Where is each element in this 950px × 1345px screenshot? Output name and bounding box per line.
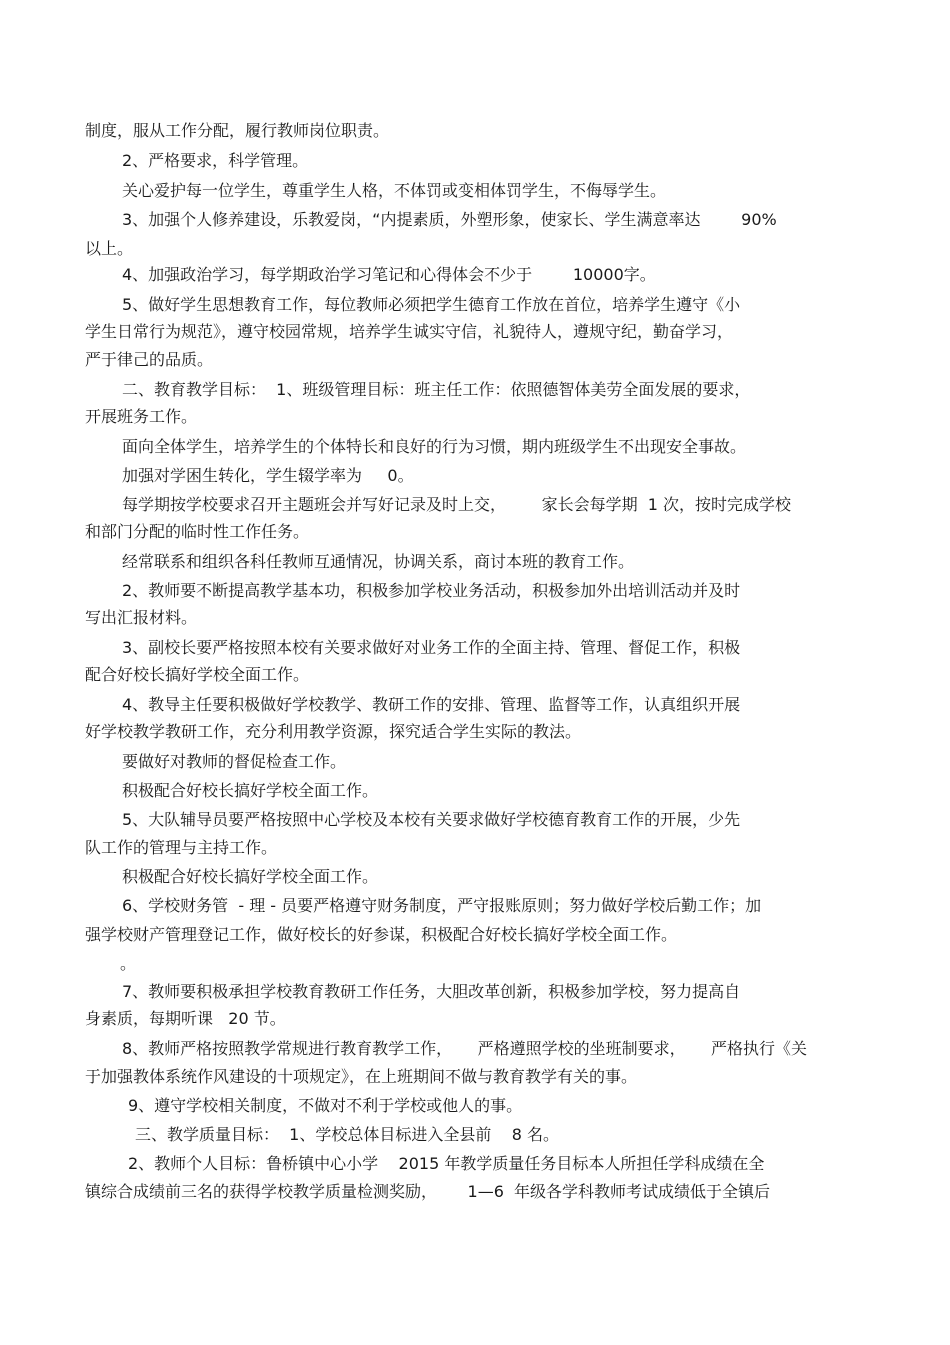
text-line-38: 镇综合成绩前三名的获得学校教学质量检测奖励， 1—6 年级各学科教师考试成绩低于全镇后 [85,1182,771,1201]
text-line-29: 强学校财产管理登记工作，做好校长的好参谋，积极配合好校长搞好学校全面工作。 [85,925,678,944]
text-line-31: 7、教师要积极承担学校教育教研工作任务，大胆改革创新，积极参加学校，努力提高自 [122,982,741,1001]
text-line-22: 好学校教学教研工作，充分利用教学资源，探究适合学生实际的教法。 [85,722,582,741]
text-line-14: 每学期按学校要求召开主题班会并写好记录及时上交， 家长会每学期 1 次，按时完成学校 [122,495,792,514]
text-line-26: 队工作的管理与主持工作。 [85,838,278,857]
text-line-11: 开展班务工作。 [85,407,198,426]
text-line-7: 5、做好学生思想教育工作，每位教师必须把学生德育工作放在首位，培养学生遵守《小 [122,295,741,314]
text-line-34: 于加强教体系统作风建设的十项规定》，在上班期间不做与教育教学有关的事。 [85,1067,638,1086]
text-line-36: 三、教学质量目标： 1、学校总体目标进入全县前 8 名。 [135,1125,559,1144]
text-line-27: 积极配合好校长搞好学校全面工作。 [122,867,379,886]
text-line-28: 6、学校财务管 - 理 - 员要严格遵守财务制度，严守报账原则；努力做好学校后勤工作；加 [122,896,762,915]
text-line-33: 8、教师严格按照教学常规进行教育教学工作， 严格遵照学校的坐班制要求， 严格执行《关 [122,1039,808,1058]
text-line-3: 关心爱护每一位学生，尊重学生人格，不体罚或变相体罚学生，不侮辱学生。 [122,181,667,200]
text-line-19: 3、副校长要严格按照本校有关要求做好对业务工作的全面主持、管理、督促工作，积极 [122,638,741,657]
text-line-8: 学生日常行为规范》，遵守校园常规，培养学生诚实守信，礼貌待人，遵规守纪，勤奋学习， [85,322,734,341]
text-line-37: 2、教师个人目标：鲁桥镇中心小学 2015 年教学质量任务目标本人所担任学科成绩在全 [128,1154,765,1173]
text-line-17: 2、教师要不断提高教学基本功，积极参加学校业务活动，积极参加外出培训活动并及时 [122,581,741,600]
text-line-12: 面向全体学生，培养学生的个体特长和良好的行为习惯，期内班级学生不出现安全事故。 [122,437,747,456]
text-line-5: 以上。 [85,239,134,258]
text-line-32: 身素质，每期听课 20 节。 [85,1009,286,1028]
text-line-25: 5、大队辅导员要严格按照中心学校及本校有关要求做好学校德育教育工作的开展，少先 [122,810,741,829]
text-line-16: 经常联系和组织各科任教师互通情况，协调关系，商讨本班的教育工作。 [122,552,635,571]
text-line-35: 9、遵守学校相关制度，不做对不利于学校或他人的事。 [128,1096,523,1115]
text-line-24: 积极配合好校长搞好学校全面工作。 [122,781,379,800]
text-line-18: 写出汇报材料。 [85,608,198,627]
text-line-30: 。 [120,954,137,973]
text-line-10: 二、教育教学目标： 1、班级管理目标：班主任工作：依照德智体美劳全面发展的要求， [122,380,751,399]
text-line-20: 配合好校长搞好学校全面工作。 [85,665,310,684]
text-line-23: 要做好对教师的督促检查工作。 [122,752,347,771]
text-line-1: 制度，服从工作分配，履行教师岗位职责。 [85,121,390,140]
text-line-4: 3、加强个人修养建设，乐教爱岗，“内提素质，外塑形象，使家长、学生满意率达 90% [122,210,777,229]
text-line-2: 2、严格要求，科学管理。 [122,151,309,170]
text-line-15: 和部门分配的临时性工作任务。 [85,522,310,541]
text-line-9: 严于律己的品质。 [85,350,214,369]
text-line-6: 4、加强政治学习，每学期政治学习笔记和心得体会不少于 10000字。 [122,265,656,284]
text-line-21: 4、教导主任要积极做好学校教学、教研工作的安排、管理、监督等工作，认真组织开展 [122,695,741,714]
text-line-13: 加强对学困生转化，学生辍学率为 0。 [122,466,414,485]
